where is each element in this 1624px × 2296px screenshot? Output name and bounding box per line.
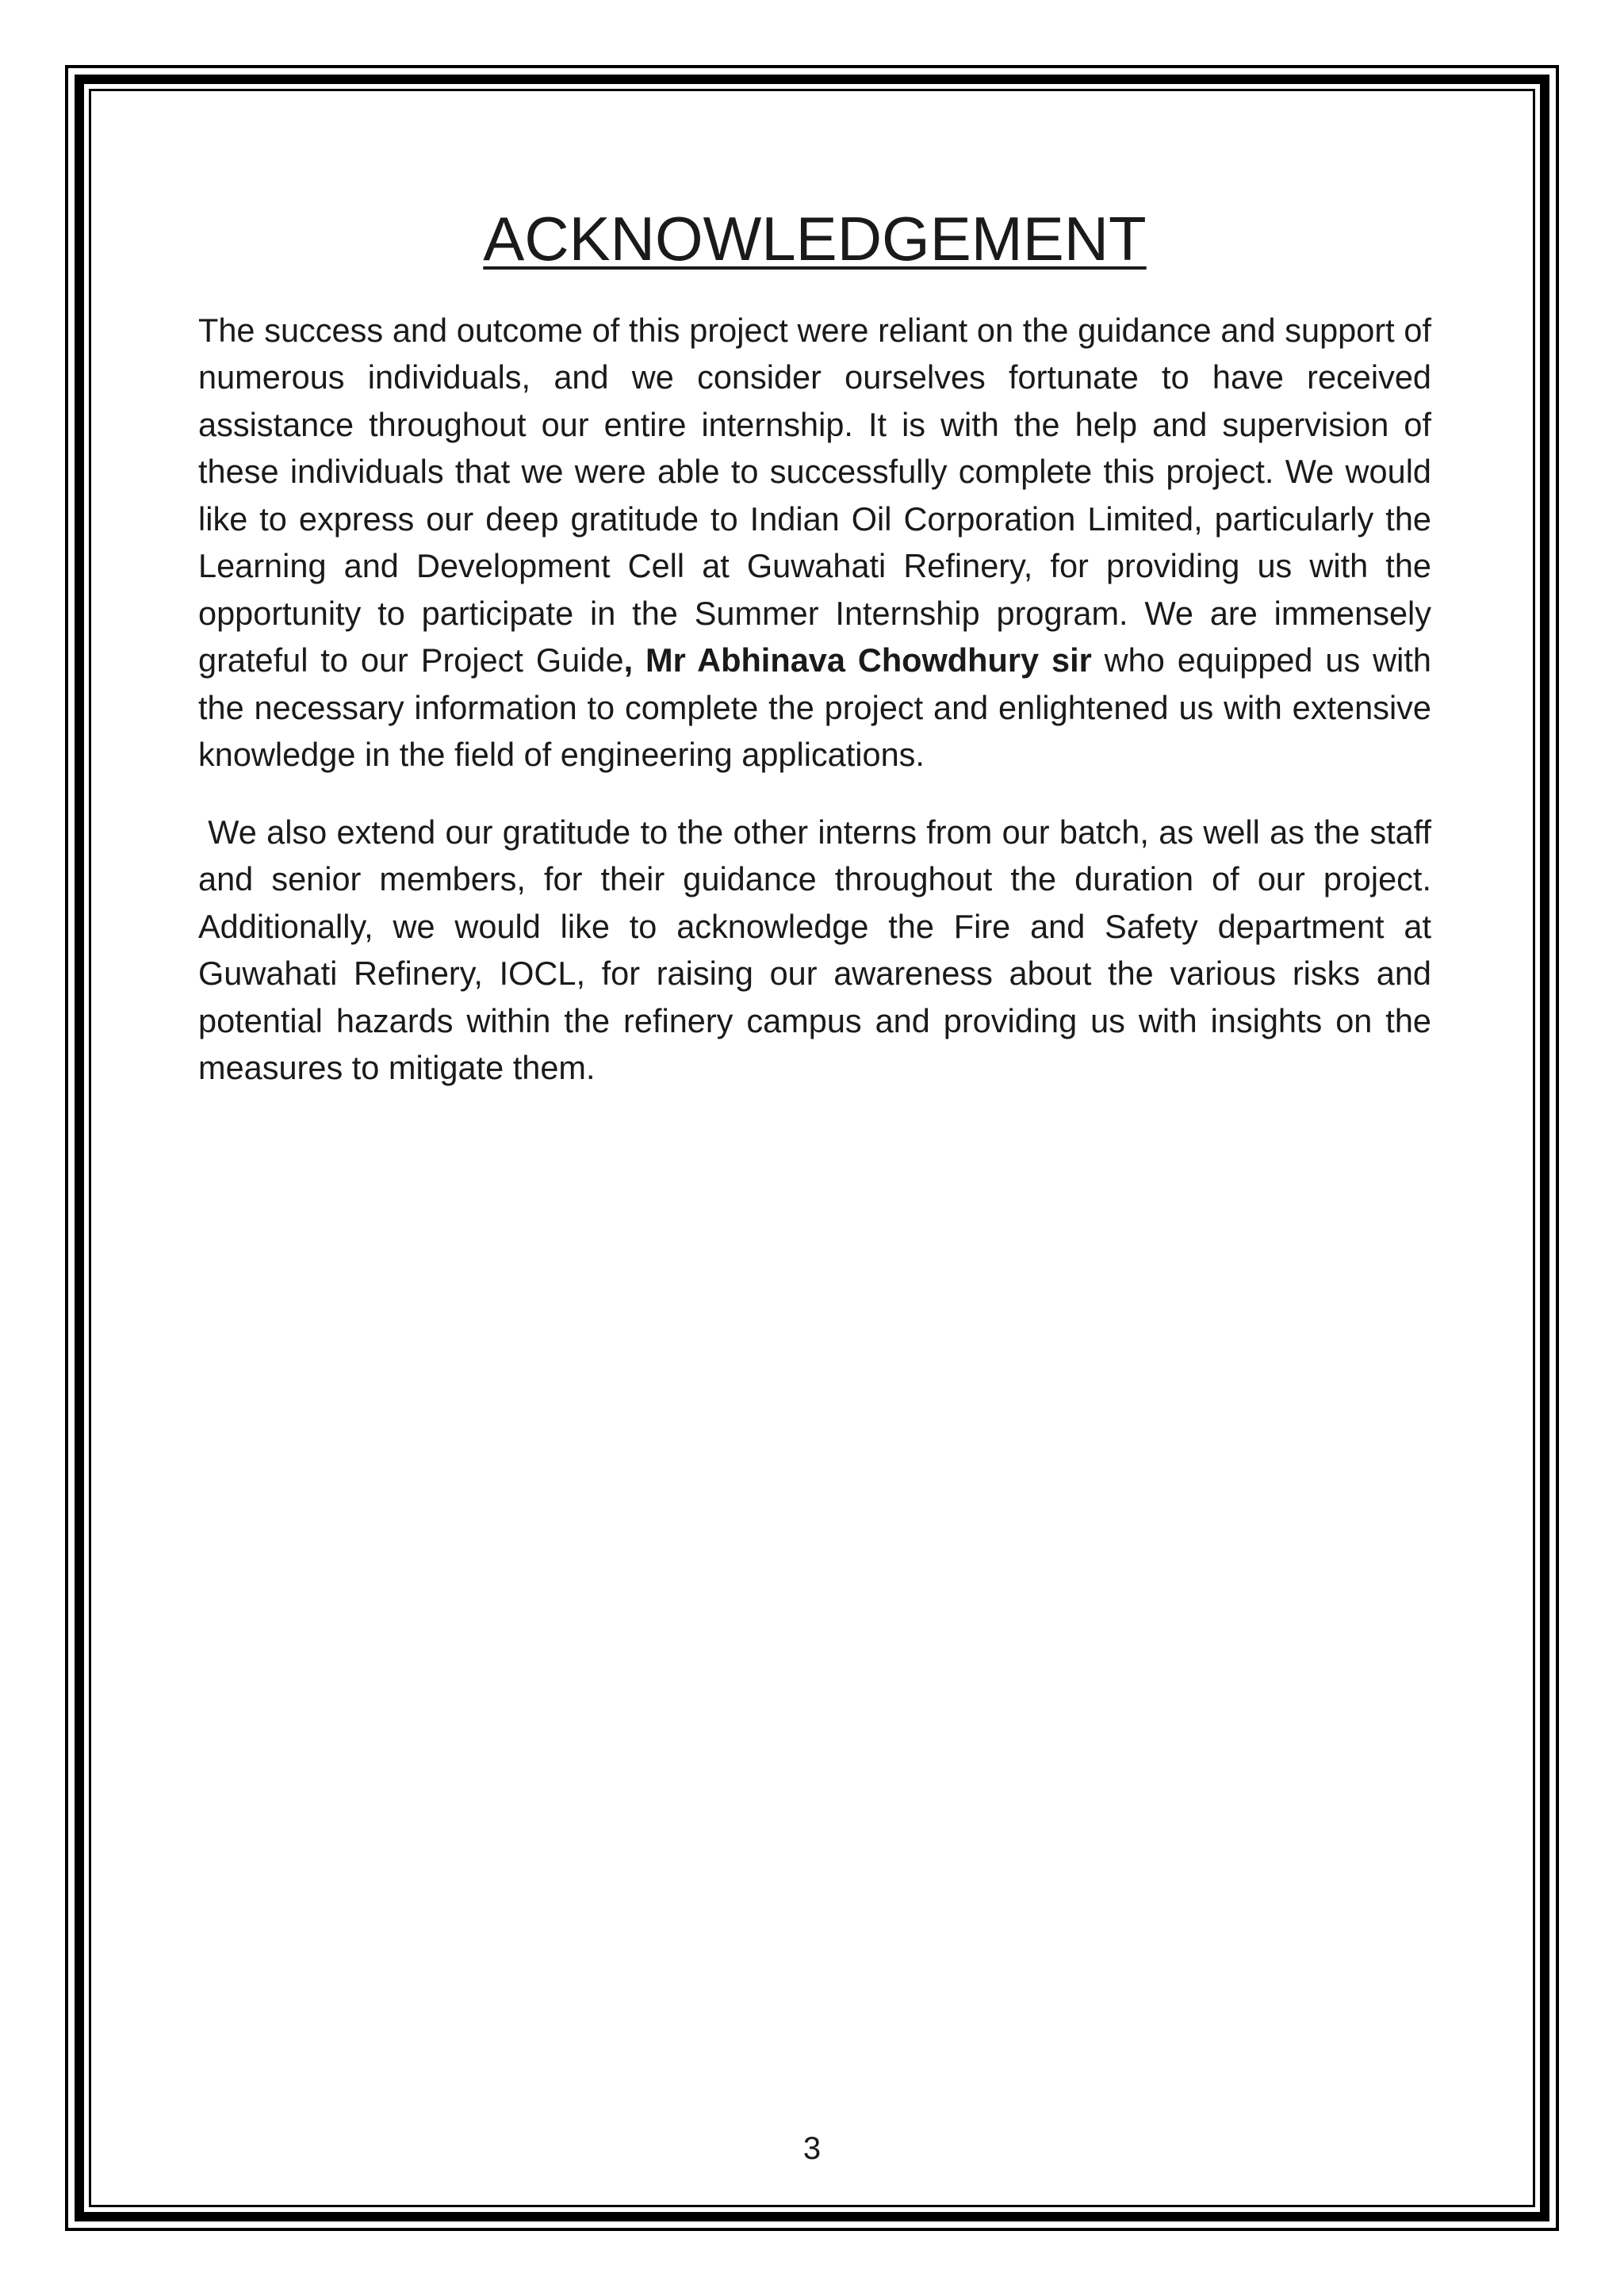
- page-content: [198, 202, 1431, 1122]
- page-title: ACKNOWLEDGEMENT: [483, 204, 1147, 274]
- paragraph-1-text-start: The success and outcome of this project were reliant on the guidance and support of numerous individuals, and we consider ourselves fortunate to have received assistance throughout our entire internship. It is with the help and supervision of these individuals that we were able to successfully complete this project. We would like to express our deep gratitude to Indian Oil Corporation Limited, particularly the Learning and Development Cell at Guwahati Refinery, for providing us with the opportunity to participate in the Summer Internship program. We are immensely grateful to our Project Guide: [198, 311, 1431, 679]
- paragraph-2: We also extend our gratitude to the other interns from our batch, as well as the staff and senior members, for their guidance throughout the duration of our project. Additionally, we would like to acknowledge the Fire and Safety department at Guwahati Refinery, IOCL, for raising our awareness about the various risks and potential hazards within the refinery campus and providing us with insights on the measures to mitigate them.: [198, 813, 1431, 1087]
- project-guide-name: , Mr Abhinava Chowdhury sir: [623, 641, 1092, 679]
- paragraph-1: [198, 307, 1431, 779]
- paragraph-1-text-end: who equipped us with the necessary information to complete the project and enlightened us with extensive knowledge in the field of engineering applications.: [198, 641, 1431, 774]
- page-number: 3: [802, 2131, 822, 2166]
